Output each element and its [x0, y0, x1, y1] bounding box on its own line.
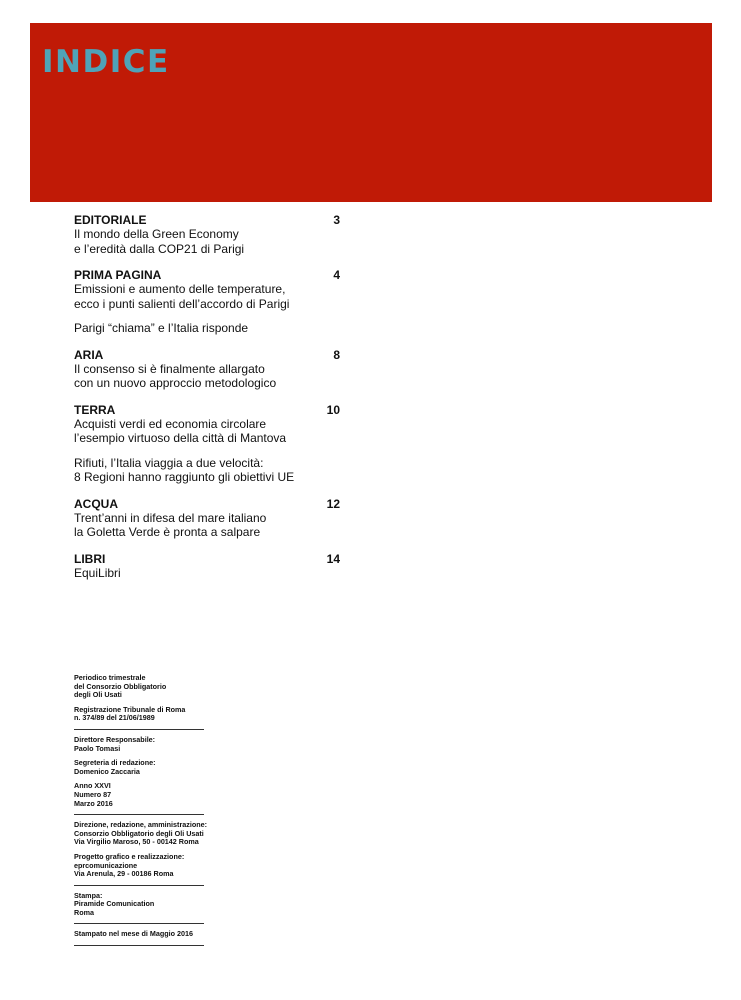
entry-line: Il mondo della Green Economy — [74, 227, 239, 241]
page-number: 10 — [326, 402, 340, 417]
toc-entry — [74, 362, 340, 391]
divider — [74, 885, 204, 886]
toc-entry — [74, 321, 340, 336]
colophon-line: Marzo 2016 — [74, 798, 113, 808]
colophon-line: Direzione, redazione, amministrazione: — [74, 820, 208, 830]
colophon-line: Consorzio Obbligatorio degli Oli Usati — [74, 828, 204, 838]
colophon-line: Roma — [74, 907, 94, 917]
divider — [74, 729, 204, 730]
toc-entry — [74, 282, 340, 311]
page-number: 4 — [333, 268, 340, 282]
colophon-line: Paolo Tomasi — [74, 743, 121, 753]
toc-section-header — [74, 213, 340, 227]
entry-line: Rifiuti, l’Italia viaggia a due velocità: — [74, 455, 264, 470]
colophon-line: eprcomunicazione — [74, 860, 138, 870]
entry-line: e l’eredità dalla COP21 di Parigi — [74, 241, 245, 256]
colophon-line: Anno XXVI — [74, 781, 111, 791]
colophon-line: Direttore Responsabile: — [74, 734, 156, 744]
toc-entry — [74, 417, 340, 446]
section-title: ACQUA — [74, 496, 118, 511]
colophon-line: Stampa: — [74, 890, 103, 900]
toc-section-header — [74, 497, 340, 511]
colophon-block — [74, 706, 204, 723]
entry-line: la Goletta Verde è pronta a salpare — [74, 525, 261, 539]
colophon-line: Segreteria di redazione: — [74, 758, 156, 768]
colophon-block — [74, 782, 204, 808]
toc-section — [74, 403, 340, 485]
colophon-line: Stampato nel mese di Maggio 2016 — [74, 929, 194, 939]
toc-section — [74, 213, 340, 256]
page-number: 12 — [326, 496, 340, 511]
toc-entry — [74, 227, 340, 256]
colophon-line: Piramide Comunication — [74, 899, 155, 909]
toc-entry — [74, 456, 340, 485]
section-title: PRIMA PAGINA — [74, 268, 162, 282]
colophon-line: n. 374/89 del 21/06/1989 — [74, 713, 155, 723]
colophon-block — [74, 853, 204, 879]
colophon-line: Progetto grafico e realizzazione: — [74, 851, 185, 861]
colophon-line: Registrazione Tribunale di Roma — [74, 704, 186, 714]
entry-line: con un nuovo approccio metodologico — [74, 376, 277, 390]
toc-section — [74, 497, 340, 540]
colophon-line: degli Oli Usati — [74, 690, 122, 700]
colophon-line: Domenico Zaccaria — [74, 766, 140, 776]
section-title: ARIA — [74, 347, 104, 362]
section-title: TERRA — [74, 402, 116, 417]
page-title: INDICE — [42, 44, 170, 80]
colophon-block — [74, 674, 204, 700]
colophon — [74, 673, 208, 952]
colophon-block — [74, 759, 204, 776]
colophon-block — [74, 736, 204, 753]
colophon-line: Periodico trimestrale — [74, 673, 146, 682]
toc-section — [74, 552, 340, 581]
toc-entry — [74, 511, 340, 540]
entry-line: Parigi “chiama” e l’Italia risponde — [74, 321, 249, 335]
page-number: 14 — [326, 551, 340, 566]
entry-line: Il consenso si è finalmente allargato — [74, 361, 265, 376]
table-of-contents — [74, 213, 340, 592]
entry-line: ecco i punti salienti dell’accordo di Parigi — [74, 296, 290, 311]
toc-section-header — [74, 552, 340, 566]
page-number: 3 — [333, 213, 340, 227]
divider — [74, 814, 204, 815]
toc-section-header — [74, 348, 340, 362]
colophon-line: Numero 87 — [74, 789, 112, 799]
page-number: 8 — [333, 347, 340, 362]
entry-line: l’esempio virtuoso della città di Mantova — [74, 431, 287, 445]
toc-section — [74, 268, 340, 336]
entry-line: Emissioni e aumento delle temperature, — [74, 282, 286, 296]
toc-entry — [74, 566, 340, 581]
toc-section-header — [74, 403, 340, 417]
toc-section — [74, 348, 340, 391]
section-title: EDITORIALE — [74, 213, 147, 227]
colophon-line: Via Virgilio Maroso, 50 - 00142 Roma — [74, 837, 199, 847]
colophon-block — [74, 892, 204, 918]
divider — [74, 945, 204, 946]
divider — [74, 923, 204, 924]
entry-line: 8 Regioni hanno raggiunto gli obiettivi UE — [74, 470, 295, 484]
entry-line: Trent’anni in difesa del mare italiano — [74, 510, 267, 525]
colophon-block — [74, 820, 208, 847]
colophon-line: del Consorzio Obbligatorio — [74, 681, 167, 691]
toc-section-header — [74, 268, 340, 282]
entry-line: Acquisti verdi ed economia circolare — [74, 416, 267, 431]
entry-line: EquiLibri — [74, 565, 121, 580]
section-title: LIBRI — [74, 551, 106, 566]
colophon-line: Via Arenula, 29 - 00186 Roma — [74, 869, 174, 879]
colophon-block — [74, 930, 204, 939]
